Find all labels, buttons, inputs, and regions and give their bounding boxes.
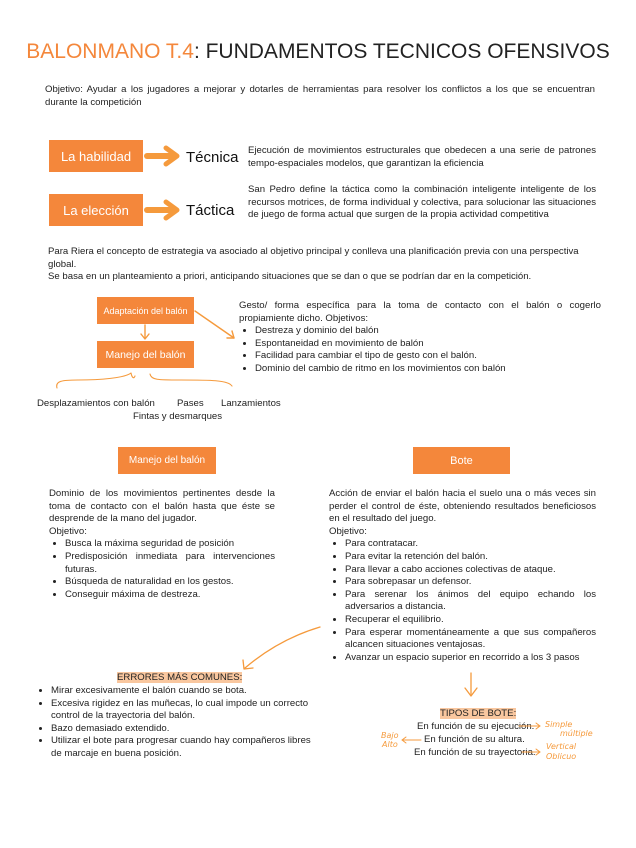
pases-label: Pases: [177, 398, 204, 409]
errores-title: ERRORES MÁS COMUNES:: [117, 672, 243, 683]
adaptacion-desc: Gesto/ forma específica para la toma de contacto con el balón o cogerlo propiamiente dicho. Objetivos:: [239, 300, 601, 324]
bote-objective-label: Objetivo:: [329, 525, 367, 537]
list-item: • Avanzar un espacio superior en recorrido a los 3 pasos: [345, 652, 596, 665]
note-simple: Simple: [545, 720, 573, 729]
riera-line-1: Para Riera el concepto de estrategia va asociado al objetivo principal y conlleva una planificación previa con una perspectiva global.: [48, 246, 579, 270]
manejo-column: [49, 488, 275, 601]
bote-desc: Acción de enviar el balón hacia el suelo una o más veces sin perder el control de éste, obteniendo resultados beneficiosos en el resultado del juego.: [329, 488, 596, 525]
habilidad-box: La habilidad: [49, 140, 143, 172]
arrow-head-icon: [227, 331, 234, 338]
tipos-item-ejecucion: En función de su ejecución.: [417, 721, 535, 732]
title-accent: BALONMANO T.4: [26, 40, 194, 63]
arrow-head-icon: [536, 749, 540, 755]
manejo-desc: Dominio de los movimientos pertinentes desde la toma de contacto con el balón hasta que éste se desprende de la mano del jugador.: [49, 488, 275, 525]
manejo-objective-label: Objetivo:: [49, 525, 87, 537]
tactica-desc: San Pedro define la táctica como la combinación inteligente inteligente de los recursos motrices, de forma individual y colectiva, para solucionar las situaciones de juego de forma actual que surgen de la propia actividad competitiva: [248, 184, 596, 221]
list-item: • Búsqueda de naturalidad en los gestos.: [65, 576, 275, 589]
manejo-small-box: Manejo del balón: [97, 341, 194, 368]
arrow-head-icon: [166, 148, 177, 164]
list-item: • Espontaneidad en movimiento de balón: [255, 338, 601, 351]
errores-list: [38, 685, 321, 761]
list-item: • Predisposición inmediata para intervenciones futuras.: [65, 551, 275, 576]
objective-text: Objetivo: Ayudar a los jugadores a mejorar y dotarles de herramientas para resolver los conflictos a los que se encuentran durante la competición: [45, 84, 595, 108]
manejo-list: [52, 538, 275, 601]
riera-paragraph: [48, 246, 603, 284]
arrow-head-icon: [536, 723, 540, 729]
list-item: • Utilizar el bote para progresar cuando hay compañeros libres de marcaje en buena posición.: [51, 735, 321, 760]
list-item: • Bazo demasiado extendido.: [51, 723, 321, 736]
bote-box: Bote: [413, 447, 510, 474]
tipos-item-altura: En función de su altura.: [424, 734, 525, 745]
arrow-head-icon: [141, 334, 149, 339]
eleccion-box: La elección: [49, 194, 143, 226]
list-item: • Para contratacar.: [345, 538, 596, 551]
list-item: • Para llevar a cabo acciones colectivas de ataque.: [345, 564, 596, 577]
note-multiple: múltiple: [560, 729, 593, 738]
list-item: • Busca la máxima seguridad de posición: [65, 538, 275, 551]
list-item: • Para esperar momentáneamente a que sus compañeros alcancen situaciones ventajosas.: [345, 627, 596, 652]
lanzamientos-label: Lanzamientos: [221, 398, 281, 409]
list-item: • Facilidad para cambiar el tipo de gesto con el balón.: [255, 350, 601, 363]
desplazamientos-label: Desplazamientos con balón: [37, 398, 155, 409]
errores-block: [38, 685, 321, 761]
tecnica-term: Técnica: [186, 149, 239, 166]
arrow-head-icon: [166, 202, 177, 218]
page-title: [0, 40, 636, 64]
tipos-title-wrap: [440, 708, 516, 721]
list-item: • Para sobrepasar un defensor.: [345, 576, 596, 589]
tipos-title: TIPOS DE BOTE:: [440, 708, 517, 719]
list-item: • Para serenar los ánimos del equipo echando los adversarios a distancia.: [345, 589, 596, 614]
list-item: • Dominio del cambio de ritmo en los movimientos con balón: [255, 363, 601, 376]
adaptacion-list: [242, 325, 601, 375]
bote-column: [329, 488, 596, 664]
arrow-head-icon: [243, 660, 253, 669]
adaptacion-desc-block: [239, 300, 601, 376]
list-item: • Mirar excesivamente el balón cuando se bota.: [51, 685, 321, 698]
list-item: • Para evitar la retención del balón.: [345, 551, 596, 564]
tipos-item-trayectoria: En función de su trayectoria.: [414, 747, 536, 758]
riera-line-2: Se basa en un planteamiento a priori, anticipando situaciones que se dan o que se podrían dar en la competición.: [48, 271, 532, 283]
errores-title-wrap: [117, 672, 242, 685]
arrow-head-icon: [465, 688, 477, 696]
brace-left-icon: [57, 373, 135, 388]
list-item: • Recuperar el equilibrio.: [345, 614, 596, 627]
bote-list: [332, 538, 596, 664]
brace-right-icon: [150, 374, 232, 386]
note-bajo: Bajo: [381, 731, 399, 740]
adaptacion-box: Adaptación del balón: [97, 297, 194, 324]
arrow-head-icon: [402, 737, 406, 743]
list-item: • Conseguir máxima de destreza.: [65, 589, 275, 602]
tactica-term: Táctica: [186, 202, 235, 219]
arrow-curved-icon: [245, 627, 320, 668]
arrow-diagonal-icon: [195, 311, 234, 338]
list-item: • Excesiva rigidez en las muñecas, lo cual impode un correcto control de la trayectoria del balón.: [51, 698, 321, 723]
note-vertical: Vertical: [546, 742, 577, 751]
list-item: • Destreza y dominio del balón: [255, 325, 601, 338]
tecnica-desc: Ejecución de movimientos estructurales que obedecen a una serie de patrones tempo-espaciales modelos, que garantizan la eficiencia: [248, 145, 596, 169]
note-alto: Alto: [382, 740, 398, 749]
title-rest: : FUNDAMENTOS TECNICOS OFENSIVOS: [193, 40, 610, 63]
fintas-label: Fintas y desmarques: [133, 411, 223, 422]
manejo-box: Manejo del balón: [118, 447, 216, 474]
note-oblicuo: Oblicuo: [546, 752, 577, 761]
